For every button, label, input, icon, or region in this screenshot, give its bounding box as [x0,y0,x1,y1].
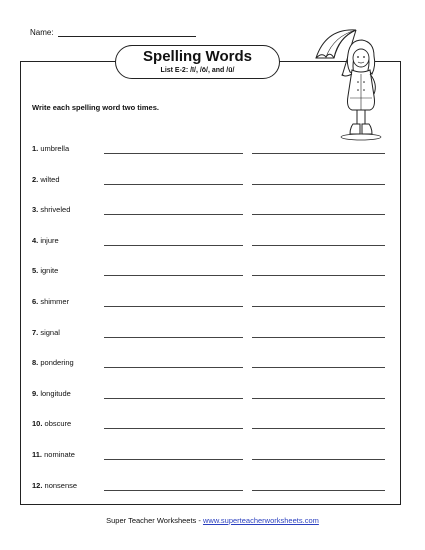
page-title: Spelling Words [143,48,252,65]
write-line-1[interactable] [104,153,243,154]
write-line-2[interactable] [252,214,385,215]
word-number: 12. [32,480,43,490]
write-line-2[interactable] [252,306,385,307]
write-line-2[interactable] [252,367,385,368]
write-line-1[interactable] [104,245,243,246]
write-line-1[interactable] [104,490,243,491]
spelling-word: shriveled [38,205,71,215]
word-row [32,236,59,248]
word-number: 6. [32,297,39,306]
spelling-word: nominate [42,450,75,459]
footer [0,516,425,525]
write-line-1[interactable] [104,428,243,429]
word-row [32,297,69,309]
footer-link[interactable]: www.superteacherworksheets.com [202,516,319,525]
write-line-1[interactable] [104,306,243,307]
girl-with-umbrella-icon [312,24,397,144]
word-number: 7. [32,327,39,337]
page-subtitle: List E-2: /ī/, /ō/, and /ū/ [160,67,235,74]
word-row [32,266,58,278]
word-number: 8. [32,358,39,368]
spelling-word: longitude [38,388,71,398]
spelling-word: obscure [42,419,72,429]
write-line-2[interactable] [252,428,385,429]
write-line-1[interactable] [104,367,243,368]
write-line-2[interactable] [252,184,385,185]
spelling-word: umbrella [38,144,70,153]
word-number: 9. [32,388,39,398]
spelling-word: injure [38,235,59,245]
spelling-word: wilted [38,174,60,184]
spelling-word: ignite [38,266,59,276]
name-label: Name: [30,28,54,37]
word-row [32,481,77,493]
instructions: Write each spelling word two times. [32,103,159,112]
write-line-2[interactable] [252,337,385,338]
write-line-1[interactable] [104,337,243,338]
spelling-word: signal [38,327,60,337]
spelling-word: nonsense [42,480,78,490]
footer-text: Super Teacher Worksheets - [106,516,203,525]
word-row [32,175,60,187]
write-line-2[interactable] [252,153,385,154]
word-row [32,358,74,370]
write-line-2[interactable] [252,275,385,276]
write-line-2[interactable] [252,398,385,399]
write-line-1[interactable] [104,459,243,460]
word-number: 11. [32,450,43,459]
write-line-2[interactable] [252,490,385,491]
word-row [32,419,71,431]
write-line-1[interactable] [104,275,243,276]
title-banner [115,45,280,79]
write-line-1[interactable] [104,398,243,399]
write-line-2[interactable] [252,245,385,246]
name-line[interactable] [58,28,196,37]
name-field-row [30,28,196,37]
word-row [32,144,69,156]
write-line-1[interactable] [104,184,243,185]
word-row [32,389,71,401]
word-row [32,328,60,340]
word-number: 10. [32,419,43,429]
word-row [32,450,75,462]
word-number: 4. [32,235,39,245]
word-number: 3. [32,205,39,215]
word-number: 1. [32,144,39,153]
write-line-2[interactable] [252,459,385,460]
spelling-word: pondering [38,358,74,368]
spelling-word: shimmer [38,297,70,306]
word-row [32,205,70,217]
write-line-1[interactable] [104,214,243,215]
word-number: 5. [32,266,39,276]
word-number: 2. [32,174,39,184]
